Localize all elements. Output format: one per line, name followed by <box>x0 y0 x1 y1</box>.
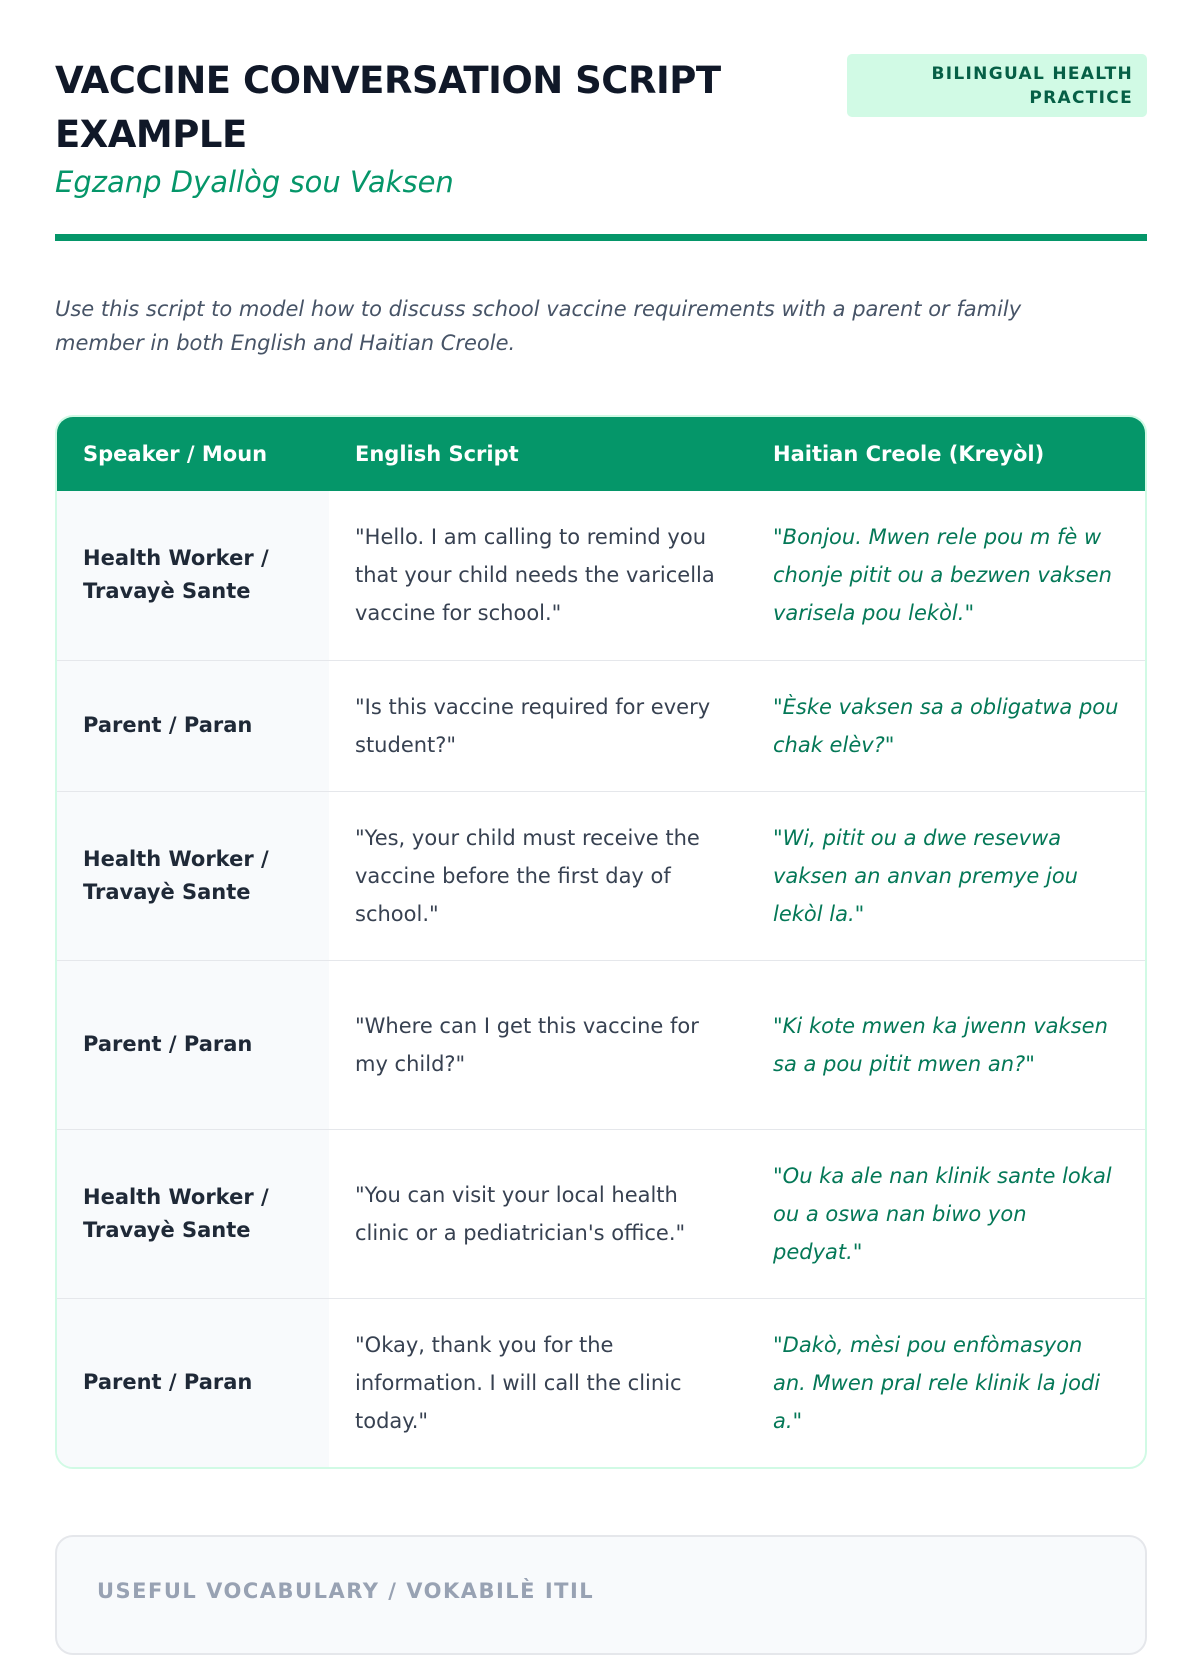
header-divider <box>55 234 1147 241</box>
english-cell: "Yes, your child must receive the vaccine before the first day of school." <box>329 791 747 960</box>
speaker-cell: Health Worker / Travayè Sante <box>57 491 329 660</box>
page-title: VACCINE CONVERSATION SCRIPT EXAMPLE <box>55 59 721 156</box>
header-creole: Haitian Creole (Kreyòl) <box>747 417 1145 491</box>
english-cell: "Where can I get this vaccine for my child?" <box>329 960 747 1129</box>
creole-cell: "Ki kote mwen ka jwenn vaksen sa a pou pitit mwen an?" <box>747 960 1145 1129</box>
header-speaker: Speaker / Moun <box>57 417 329 491</box>
speaker-cell: Health Worker / Travayè Sante <box>57 1129 329 1298</box>
table-row <box>57 660 1145 791</box>
table-row <box>57 1129 1145 1298</box>
english-cell: "Okay, thank you for the information. I will call the clinic today." <box>329 1298 747 1467</box>
practice-badge: BILINGUAL HEALTH PRACTICE <box>847 54 1147 117</box>
table-header-row <box>57 417 1145 491</box>
script-table <box>57 417 1145 1467</box>
document-page <box>55 0 1147 1603</box>
speaker-cell: Parent / Paran <box>57 960 329 1129</box>
script-table-container <box>55 415 1147 1469</box>
table-row <box>57 960 1145 1129</box>
english-cell: "Hello. I am calling to remind you that your child needs the varicella vaccine for school." <box>355 525 715 626</box>
document-header <box>55 0 1147 242</box>
english-cell: "Is this vaccine required for every student?" <box>329 660 747 791</box>
intro-text: Use this script to model how to discuss school vaccine requirements with a parent or family member in both English and Haitian Creole. <box>55 297 1022 355</box>
speaker-cell: Health Worker / Travayè Sante <box>57 791 329 960</box>
table-row <box>57 491 1145 660</box>
header-english: English Script <box>329 417 747 491</box>
page-subtitle: Egzanp Dyallòg sou Vaksen <box>55 165 454 199</box>
english-cell: "You can visit your local health clinic or a pediatrician's office." <box>329 1129 747 1298</box>
vocabulary-section <box>55 1535 1147 1655</box>
table-row <box>57 791 1145 960</box>
creole-cell: "Ou ka ale nan klinik sante lokal ou a oswa nan biwo yon pedyat." <box>747 1129 1145 1298</box>
table-row <box>57 1298 1145 1467</box>
creole-cell: "Èske vaksen sa a obligatwa pou chak elèv?" <box>747 660 1145 791</box>
creole-cell: "Wi, pitit ou a dwe resevwa vaksen an anvan premye jou lekòl la." <box>747 791 1145 960</box>
speaker-cell: Parent / Paran <box>57 660 329 791</box>
creole-cell: "Dakò, mèsi pou enfòmasyon an. Mwen pral rele klinik la jodi a." <box>747 1298 1145 1467</box>
speaker-cell: Parent / Paran <box>57 1298 329 1467</box>
creole-cell: "Bonjou. Mwen rele pou m fè w chonje pitit ou a bezwen vaksen varisela pou lekòl." <box>773 525 1112 626</box>
vocabulary-title: USEFUL VOCABULARY / VOKABILÈ ITIL <box>97 1579 595 1603</box>
